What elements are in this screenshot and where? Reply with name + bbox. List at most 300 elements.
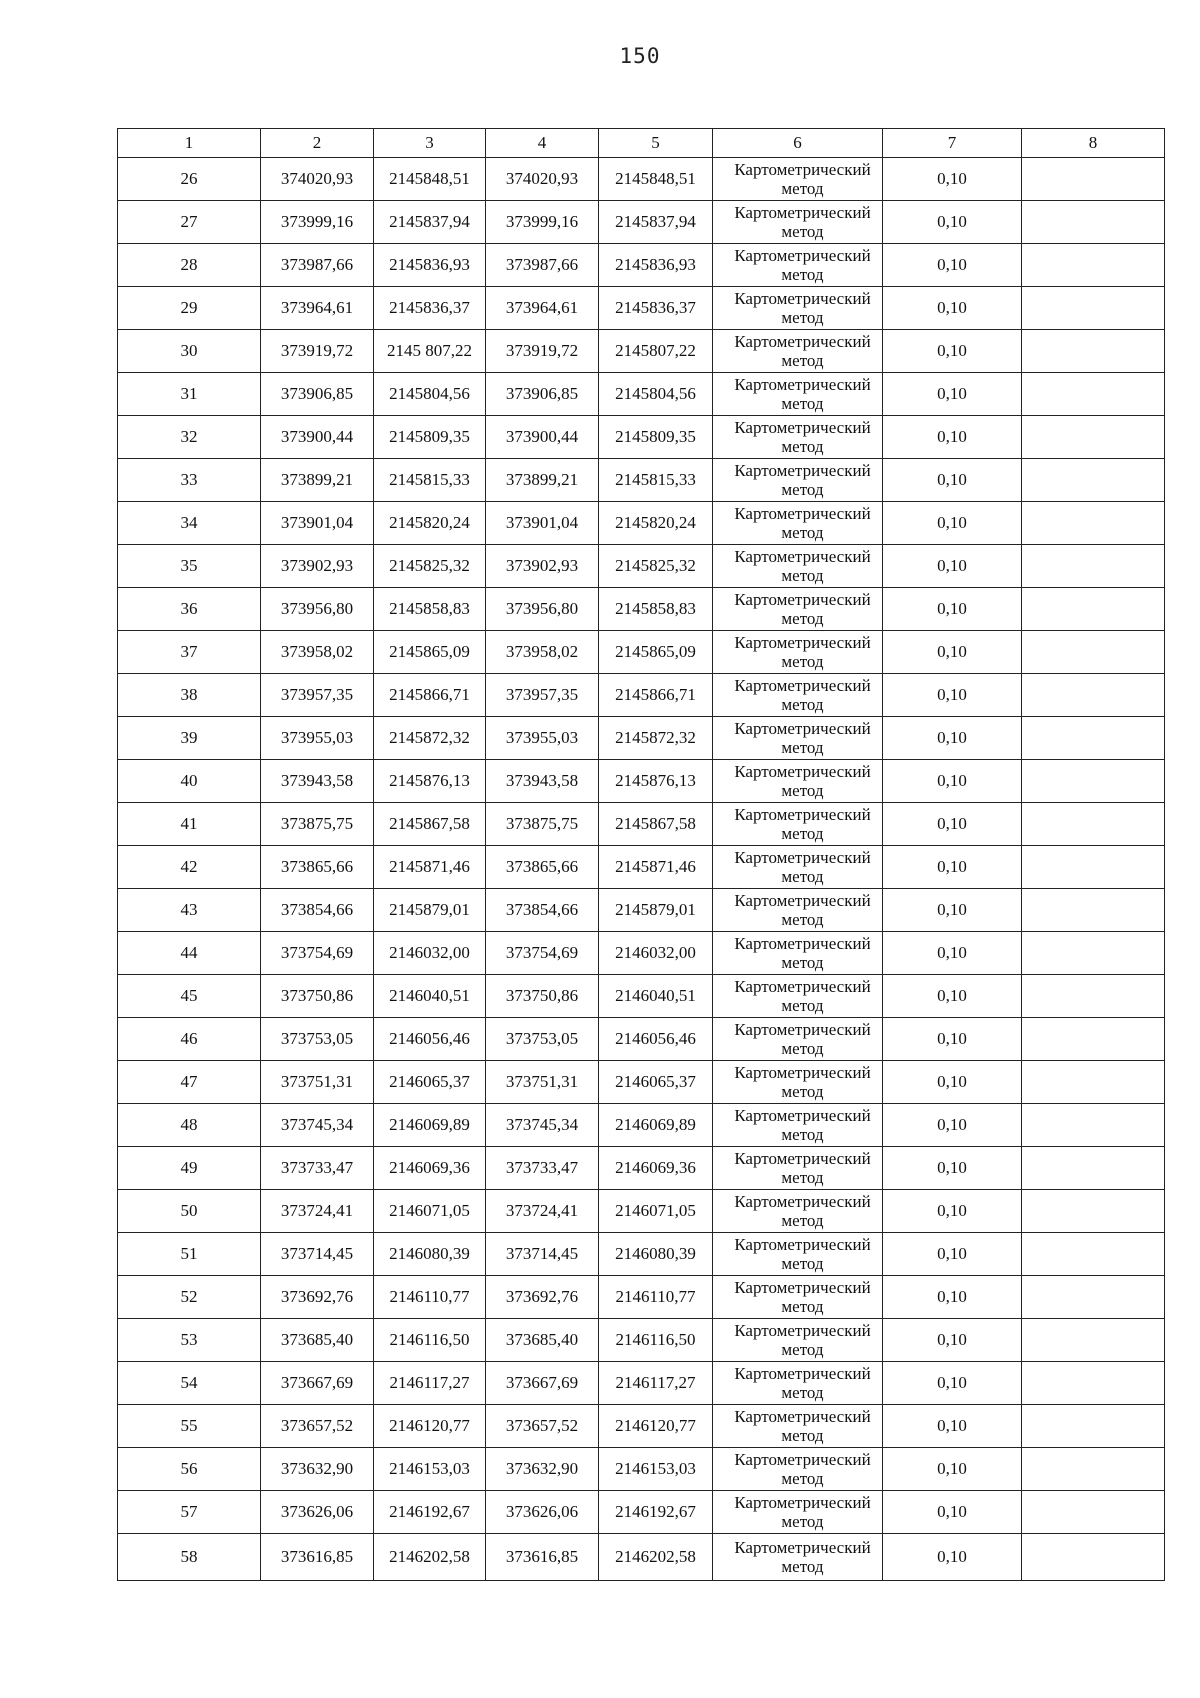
accuracy-cell: 0,10 [883, 1233, 1022, 1276]
point-number-cell: 31 [118, 373, 261, 416]
y-coordinate-cell: 2146116,50 [599, 1319, 713, 1362]
note-cell [1022, 975, 1165, 1018]
y-coordinate-cell: 2146032,00 [374, 932, 486, 975]
method-cell [713, 1018, 883, 1061]
x-coordinate-cell: 373865,66 [261, 846, 374, 889]
note-cell [1022, 1233, 1165, 1276]
method-line-1: Картометрический [734, 590, 871, 609]
method-line-2: метод [781, 222, 824, 241]
x-coordinate-cell: 373626,06 [261, 1491, 374, 1534]
method-line-1: Картометрический [734, 332, 871, 351]
table-row [118, 846, 1165, 889]
y-coordinate-cell: 2145866,71 [599, 674, 713, 717]
y-coordinate-cell: 2146069,36 [374, 1147, 486, 1190]
method-line-1: Картометрический [734, 719, 871, 738]
note-cell [1022, 846, 1165, 889]
point-number-cell: 48 [118, 1104, 261, 1147]
method-line-1: Картометрический [734, 1321, 871, 1340]
method-line-2: метод [781, 523, 824, 542]
x-coordinate-cell: 373632,90 [261, 1448, 374, 1491]
y-coordinate-cell: 2145848,51 [599, 158, 713, 201]
method-line-2: метод [781, 652, 824, 671]
x-coordinate-cell: 373958,02 [486, 631, 599, 674]
method-cell [713, 674, 883, 717]
y-coordinate-cell: 2145858,83 [599, 588, 713, 631]
note-cell [1022, 932, 1165, 975]
method-line-2: метод [781, 1168, 824, 1187]
note-cell [1022, 373, 1165, 416]
table-body [118, 158, 1165, 1581]
method-line-2: метод [781, 394, 824, 413]
point-number-cell: 43 [118, 889, 261, 932]
y-coordinate-cell: 2146110,77 [374, 1276, 486, 1319]
method-line-1: Картометрический [734, 1063, 871, 1082]
method-cell [713, 1190, 883, 1233]
y-coordinate-cell: 2145865,09 [374, 631, 486, 674]
method-cell [713, 889, 883, 932]
method-cell [713, 502, 883, 545]
column-header: 6 [713, 129, 883, 158]
x-coordinate-cell: 373626,06 [486, 1491, 599, 1534]
table-row [118, 588, 1165, 631]
table-row [118, 158, 1165, 201]
y-coordinate-cell: 2145836,37 [374, 287, 486, 330]
method-line-2: метод [781, 1082, 824, 1101]
method-line-2: метод [781, 1512, 824, 1531]
point-number-cell: 34 [118, 502, 261, 545]
method-cell [713, 975, 883, 1018]
column-header: 4 [486, 129, 599, 158]
method-line-2: метод [781, 695, 824, 714]
table-row [118, 459, 1165, 502]
method-line-1: Картометрический [734, 160, 871, 179]
column-header: 7 [883, 129, 1022, 158]
x-coordinate-cell: 373714,45 [486, 1233, 599, 1276]
accuracy-cell: 0,10 [883, 932, 1022, 975]
x-coordinate-cell: 373955,03 [486, 717, 599, 760]
x-coordinate-cell: 373955,03 [261, 717, 374, 760]
x-coordinate-cell: 373899,21 [486, 459, 599, 502]
method-line-1: Картометрический [734, 891, 871, 910]
x-coordinate-cell: 373902,93 [486, 545, 599, 588]
method-line-1: Картометрический [734, 1364, 871, 1383]
x-coordinate-cell: 373900,44 [486, 416, 599, 459]
method-line-2: метод [781, 1211, 824, 1230]
note-cell [1022, 1319, 1165, 1362]
y-coordinate-cell: 2146202,58 [599, 1534, 713, 1581]
method-line-2: метод [781, 953, 824, 972]
note-cell [1022, 330, 1165, 373]
point-number-cell: 46 [118, 1018, 261, 1061]
note-cell [1022, 1104, 1165, 1147]
x-coordinate-cell: 373919,72 [261, 330, 374, 373]
point-number-cell: 50 [118, 1190, 261, 1233]
y-coordinate-cell: 2145836,93 [374, 244, 486, 287]
method-cell [713, 416, 883, 459]
y-coordinate-cell: 2145807,22 [599, 330, 713, 373]
coordinates-table [117, 128, 1165, 1581]
table-row [118, 717, 1165, 760]
method-line-1: Картометрический [734, 246, 871, 265]
table-row [118, 631, 1165, 674]
point-number-cell: 36 [118, 588, 261, 631]
x-coordinate-cell: 373906,85 [486, 373, 599, 416]
table-row [118, 1190, 1165, 1233]
point-number-cell: 29 [118, 287, 261, 330]
table-row [118, 373, 1165, 416]
accuracy-cell: 0,10 [883, 1448, 1022, 1491]
accuracy-cell: 0,10 [883, 502, 1022, 545]
method-line-1: Картометрический [734, 1149, 871, 1168]
x-coordinate-cell: 373900,44 [261, 416, 374, 459]
method-line-2: метод [781, 179, 824, 198]
accuracy-cell: 0,10 [883, 158, 1022, 201]
method-line-2: метод [781, 1426, 824, 1445]
table-row [118, 201, 1165, 244]
method-line-2: метод [781, 351, 824, 370]
method-cell [713, 1233, 883, 1276]
x-coordinate-cell: 373987,66 [486, 244, 599, 287]
point-number-cell: 42 [118, 846, 261, 889]
y-coordinate-cell: 2145867,58 [374, 803, 486, 846]
method-cell [713, 1405, 883, 1448]
x-coordinate-cell: 373865,66 [486, 846, 599, 889]
x-coordinate-cell: 373685,40 [261, 1319, 374, 1362]
accuracy-cell: 0,10 [883, 1018, 1022, 1061]
method-line-1: Картометрический [734, 1020, 871, 1039]
point-number-cell: 41 [118, 803, 261, 846]
method-line-2: метод [781, 308, 824, 327]
note-cell [1022, 1190, 1165, 1233]
x-coordinate-cell: 373692,76 [486, 1276, 599, 1319]
column-header: 5 [599, 129, 713, 158]
x-coordinate-cell: 373956,80 [486, 588, 599, 631]
x-coordinate-cell: 373745,34 [261, 1104, 374, 1147]
column-header: 8 [1022, 129, 1165, 158]
y-coordinate-cell: 2146116,50 [374, 1319, 486, 1362]
table-row [118, 1147, 1165, 1190]
method-cell [713, 1147, 883, 1190]
y-coordinate-cell: 2146040,51 [374, 975, 486, 1018]
x-coordinate-cell: 373657,52 [261, 1405, 374, 1448]
accuracy-cell: 0,10 [883, 1147, 1022, 1190]
table-row [118, 889, 1165, 932]
table-row [118, 244, 1165, 287]
method-line-1: Картометрический [734, 762, 871, 781]
y-coordinate-cell: 2145866,71 [374, 674, 486, 717]
point-number-cell: 54 [118, 1362, 261, 1405]
x-coordinate-cell: 373899,21 [261, 459, 374, 502]
table-row [118, 1362, 1165, 1405]
y-coordinate-cell: 2145825,32 [599, 545, 713, 588]
method-line-1: Картометрический [734, 1538, 871, 1557]
method-cell [713, 1362, 883, 1405]
method-cell [713, 1104, 883, 1147]
y-coordinate-cell: 2145876,13 [599, 760, 713, 803]
method-line-2: метод [781, 1125, 824, 1144]
y-coordinate-cell: 2145820,24 [599, 502, 713, 545]
x-coordinate-cell: 373754,69 [486, 932, 599, 975]
method-cell [713, 932, 883, 975]
table-row [118, 1534, 1165, 1581]
table-row [118, 674, 1165, 717]
method-cell [713, 760, 883, 803]
accuracy-cell: 0,10 [883, 330, 1022, 373]
method-line-1: Картометрический [734, 934, 871, 953]
x-coordinate-cell: 373751,31 [261, 1061, 374, 1104]
accuracy-cell: 0,10 [883, 459, 1022, 502]
y-coordinate-cell: 2145820,24 [374, 502, 486, 545]
point-number-cell: 27 [118, 201, 261, 244]
x-coordinate-cell: 373902,93 [261, 545, 374, 588]
note-cell [1022, 502, 1165, 545]
accuracy-cell: 0,10 [883, 287, 1022, 330]
point-number-cell: 44 [118, 932, 261, 975]
note-cell [1022, 201, 1165, 244]
method-line-2: метод [781, 910, 824, 929]
x-coordinate-cell: 373685,40 [486, 1319, 599, 1362]
y-coordinate-cell: 2146065,37 [374, 1061, 486, 1104]
accuracy-cell: 0,10 [883, 1190, 1022, 1233]
method-line-2: метод [781, 609, 824, 628]
x-coordinate-cell: 373657,52 [486, 1405, 599, 1448]
accuracy-cell: 0,10 [883, 1319, 1022, 1362]
y-coordinate-cell: 2146192,67 [599, 1491, 713, 1534]
x-coordinate-cell: 373750,86 [486, 975, 599, 1018]
table-row [118, 330, 1165, 373]
method-cell [713, 373, 883, 416]
method-cell [713, 631, 883, 674]
y-coordinate-cell: 2146120,77 [374, 1405, 486, 1448]
x-coordinate-cell: 373957,35 [486, 674, 599, 717]
accuracy-cell: 0,10 [883, 1104, 1022, 1147]
x-coordinate-cell: 373733,47 [261, 1147, 374, 1190]
method-cell [713, 1061, 883, 1104]
method-cell [713, 201, 883, 244]
y-coordinate-cell: 2145804,56 [374, 373, 486, 416]
y-coordinate-cell: 2146040,51 [599, 975, 713, 1018]
method-line-2: метод [781, 1383, 824, 1402]
note-cell [1022, 889, 1165, 932]
note-cell [1022, 1362, 1165, 1405]
y-coordinate-cell: 2146080,39 [599, 1233, 713, 1276]
y-coordinate-cell: 2145836,37 [599, 287, 713, 330]
accuracy-cell: 0,10 [883, 588, 1022, 631]
x-coordinate-cell: 373957,35 [261, 674, 374, 717]
table-row [118, 1061, 1165, 1104]
table-row [118, 1018, 1165, 1061]
point-number-cell: 33 [118, 459, 261, 502]
table-row [118, 287, 1165, 330]
table-row [118, 502, 1165, 545]
method-line-2: метод [781, 566, 824, 585]
y-coordinate-cell: 2145867,58 [599, 803, 713, 846]
method-line-1: Картометрический [734, 1235, 871, 1254]
point-number-cell: 26 [118, 158, 261, 201]
accuracy-cell: 0,10 [883, 975, 1022, 1018]
note-cell [1022, 1018, 1165, 1061]
point-number-cell: 37 [118, 631, 261, 674]
point-number-cell: 40 [118, 760, 261, 803]
y-coordinate-cell: 2145815,33 [599, 459, 713, 502]
y-coordinate-cell: 2145879,01 [374, 889, 486, 932]
method-cell [713, 846, 883, 889]
point-number-cell: 52 [118, 1276, 261, 1319]
method-line-1: Картометрический [734, 1192, 871, 1211]
method-line-2: метод [781, 1469, 824, 1488]
y-coordinate-cell: 2146117,27 [374, 1362, 486, 1405]
note-cell [1022, 1276, 1165, 1319]
method-line-2: метод [781, 1254, 824, 1273]
y-coordinate-cell: 2146069,89 [599, 1104, 713, 1147]
point-number-cell: 28 [118, 244, 261, 287]
note-cell [1022, 1534, 1165, 1581]
method-line-1: Картометрический [734, 375, 871, 394]
x-coordinate-cell: 373632,90 [486, 1448, 599, 1491]
x-coordinate-cell: 373956,80 [261, 588, 374, 631]
accuracy-cell: 0,10 [883, 1362, 1022, 1405]
method-line-1: Картометрический [734, 504, 871, 523]
method-line-1: Картометрический [734, 461, 871, 480]
point-number-cell: 39 [118, 717, 261, 760]
x-coordinate-cell: 373667,69 [261, 1362, 374, 1405]
method-cell [713, 287, 883, 330]
x-coordinate-cell: 373999,16 [486, 201, 599, 244]
x-coordinate-cell: 373724,41 [486, 1190, 599, 1233]
accuracy-cell: 0,10 [883, 717, 1022, 760]
y-coordinate-cell: 2145872,32 [374, 717, 486, 760]
point-number-cell: 35 [118, 545, 261, 588]
table-row [118, 416, 1165, 459]
point-number-cell: 47 [118, 1061, 261, 1104]
x-coordinate-cell: 374020,93 [261, 158, 374, 201]
x-coordinate-cell: 374020,93 [486, 158, 599, 201]
method-cell [713, 717, 883, 760]
note-cell [1022, 760, 1165, 803]
point-number-cell: 57 [118, 1491, 261, 1534]
method-line-2: метод [781, 1297, 824, 1316]
y-coordinate-cell: 2146071,05 [374, 1190, 486, 1233]
point-number-cell: 38 [118, 674, 261, 717]
method-line-2: метод [781, 781, 824, 800]
y-coordinate-cell: 2146192,67 [374, 1491, 486, 1534]
method-cell [713, 588, 883, 631]
note-cell [1022, 803, 1165, 846]
method-line-2: метод [781, 1557, 824, 1576]
x-coordinate-cell: 373753,05 [261, 1018, 374, 1061]
accuracy-cell: 0,10 [883, 889, 1022, 932]
note-cell [1022, 631, 1165, 674]
method-cell [713, 330, 883, 373]
y-coordinate-cell: 2146056,46 [374, 1018, 486, 1061]
y-coordinate-cell: 2146071,05 [599, 1190, 713, 1233]
method-cell [713, 1319, 883, 1362]
x-coordinate-cell: 373943,58 [486, 760, 599, 803]
method-cell [713, 158, 883, 201]
accuracy-cell: 0,10 [883, 373, 1022, 416]
accuracy-cell: 0,10 [883, 545, 1022, 588]
note-cell [1022, 1491, 1165, 1534]
method-line-1: Картометрический [734, 633, 871, 652]
method-cell [713, 459, 883, 502]
point-number-cell: 51 [118, 1233, 261, 1276]
method-line-2: метод [781, 265, 824, 284]
point-number-cell: 53 [118, 1319, 261, 1362]
x-coordinate-cell: 373854,66 [261, 889, 374, 932]
x-coordinate-cell: 373714,45 [261, 1233, 374, 1276]
y-coordinate-cell: 2145815,33 [374, 459, 486, 502]
point-number-cell: 49 [118, 1147, 261, 1190]
method-line-1: Картометрический [734, 805, 871, 824]
note-cell [1022, 588, 1165, 631]
method-line-1: Картометрический [734, 418, 871, 437]
y-coordinate-cell: 2145876,13 [374, 760, 486, 803]
x-coordinate-cell: 373999,16 [261, 201, 374, 244]
table-row [118, 975, 1165, 1018]
method-line-2: метод [781, 1340, 824, 1359]
accuracy-cell: 0,10 [883, 1491, 1022, 1534]
table-row [118, 1104, 1165, 1147]
y-coordinate-cell: 2146032,00 [599, 932, 713, 975]
table-row [118, 760, 1165, 803]
y-coordinate-cell: 2145872,32 [599, 717, 713, 760]
note-cell [1022, 158, 1165, 201]
method-line-1: Картометрический [734, 848, 871, 867]
table-row [118, 1405, 1165, 1448]
accuracy-cell: 0,10 [883, 1534, 1022, 1581]
x-coordinate-cell: 373964,61 [486, 287, 599, 330]
table-header-row [118, 129, 1165, 158]
point-number-cell: 55 [118, 1405, 261, 1448]
method-cell [713, 1491, 883, 1534]
y-coordinate-cell: 2145809,35 [374, 416, 486, 459]
y-coordinate-cell: 2146153,03 [599, 1448, 713, 1491]
note-cell [1022, 416, 1165, 459]
y-coordinate-cell: 2146120,77 [599, 1405, 713, 1448]
accuracy-cell: 0,10 [883, 244, 1022, 287]
method-line-1: Картометрический [734, 289, 871, 308]
y-coordinate-cell: 2145871,46 [599, 846, 713, 889]
x-coordinate-cell: 373854,66 [486, 889, 599, 932]
x-coordinate-cell: 373943,58 [261, 760, 374, 803]
y-coordinate-cell: 2146202,58 [374, 1534, 486, 1581]
accuracy-cell: 0,10 [883, 416, 1022, 459]
method-line-1: Картометрический [734, 676, 871, 695]
x-coordinate-cell: 373754,69 [261, 932, 374, 975]
method-line-2: метод [781, 996, 824, 1015]
y-coordinate-cell: 2145858,83 [374, 588, 486, 631]
point-number-cell: 58 [118, 1534, 261, 1581]
column-header: 1 [118, 129, 261, 158]
x-coordinate-cell: 373750,86 [261, 975, 374, 1018]
point-number-cell: 30 [118, 330, 261, 373]
note-cell [1022, 459, 1165, 502]
accuracy-cell: 0,10 [883, 631, 1022, 674]
y-coordinate-cell: 2145804,56 [599, 373, 713, 416]
y-coordinate-cell: 2146153,03 [374, 1448, 486, 1491]
method-line-1: Картометрический [734, 1407, 871, 1426]
y-coordinate-cell: 2145848,51 [374, 158, 486, 201]
method-line-2: метод [781, 437, 824, 456]
note-cell [1022, 244, 1165, 287]
y-coordinate-cell: 2145837,94 [374, 201, 486, 244]
note-cell [1022, 545, 1165, 588]
y-coordinate-cell: 2146080,39 [374, 1233, 486, 1276]
x-coordinate-cell: 373987,66 [261, 244, 374, 287]
table-row [118, 1491, 1165, 1534]
x-coordinate-cell: 373616,85 [261, 1534, 374, 1581]
x-coordinate-cell: 373901,04 [486, 502, 599, 545]
